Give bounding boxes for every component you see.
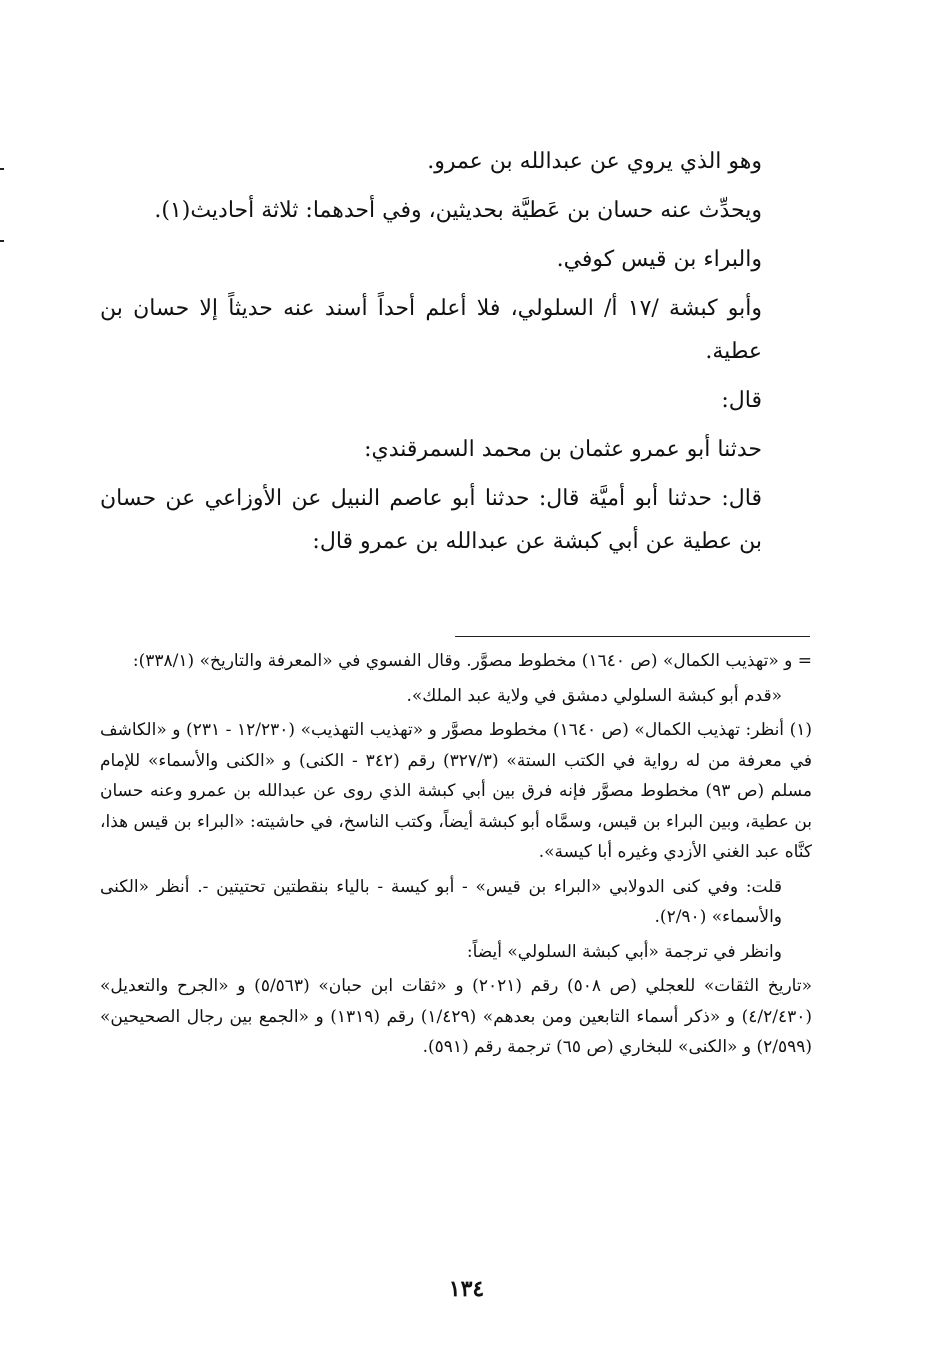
footnote-line: قلت: وفي كنى الدولابي «البراء بن قيس» - أبو كيسة - بالياء بنقطتين تحتيتين -. أنظر «الكنى والأسماء» (٢/٩٠). — [100, 876, 782, 927]
footnote-separator — [455, 636, 810, 637]
body-line: قال: — [721, 388, 762, 413]
footnote-line: (١) أنظر: تهذيب الكمال» (ص ١٦٤٠) مخطوط مصوَّر و «تهذيب التهذيب» (١٢/٢٣٠ - ٢٣١) و «الكاشف في معرفة من له رواية في الكتب الستة» (٣٢٧/٣) رقم (٣٤٢ - الكنى) و «الكنى والأسماء» للإمام مسلم (ص ٩٣) مخطوط مصوَّر فإنه فرق بين أبي كبشة الذي روى عن عبدالله بن عمرو وعنه حسان بن عطية، وبين البراء بن قيس، وسمَّاه أبو كبشة أيضاً، وكتب الناسخ، في حاشيته: «البراء بن قيس هذا، كنَّاه عبد الغني الأزدي وغيره أبا كيسة». — [100, 720, 813, 862]
body-line: وهو الذي يروي عن عبدالله بن عمرو. — [427, 149, 762, 174]
scan-mark — [0, 240, 4, 242]
body-line: حدثنا أبو عمرو عثمان بن محمد السمرقندي: — [364, 437, 762, 462]
footnote-line: = و «تهذيب الكمال» (ص ١٦٤٠) مخطوط مصوَّر. وقال الفسوي في «المعرفة والتاريخ» (٣٣٨/١): — [132, 651, 812, 671]
main-text — [100, 140, 812, 569]
body-line: وأبو كبشة /١٧ أ/ السلولي، فلا أعلم أحداً أسند عنه حديثاً إلا حسان بن عطية. — [100, 296, 762, 364]
body-line: والبراء بن قيس كوفي. — [556, 247, 762, 272]
footnote-line: «تاريخ الثقات» للعجلي (ص ٥٠٨) رقم (٢٠٢١) و «ثقات ابن حبان» (٥/٥٦٣) و «الجرح والتعديل» (٤/٢/٤٣٠) و «ذكر أسماء التابعين ومن بعدهم» (١/٤٢٩) رقم (١٣١٩) و «الجمع بين رجال الصحيحين» (٢/٥٩٩) و «الكنى» للبخاري (ص ٦٥) ترجمة رقم (٥٩١). — [100, 976, 812, 1057]
footnotes — [100, 646, 812, 1067]
footnote-line: وانظر في ترجمة «أبي كبشة السلولي» أيضاً: — [466, 941, 782, 962]
page-number: ١٣٤ — [448, 1276, 485, 1302]
body-line: قال: حدثنا أبو أميَّة قال: حدثنا أبو عاصم النبيل عن الأوزاعي عن حسان بن عطية عن أبي كبشة عن عبدالله بن عمرو قال: — [100, 486, 762, 554]
footnote-line: «قدم أبو كبشة السلولي دمشق في ولاية عبد الملك». — [406, 685, 782, 706]
body-line: ويحدِّث عنه حسان بن عَطيَّة بحديثين، وفي أحدهما: ثلاثة أحاديث(١). — [154, 198, 762, 223]
scan-mark — [0, 168, 4, 170]
